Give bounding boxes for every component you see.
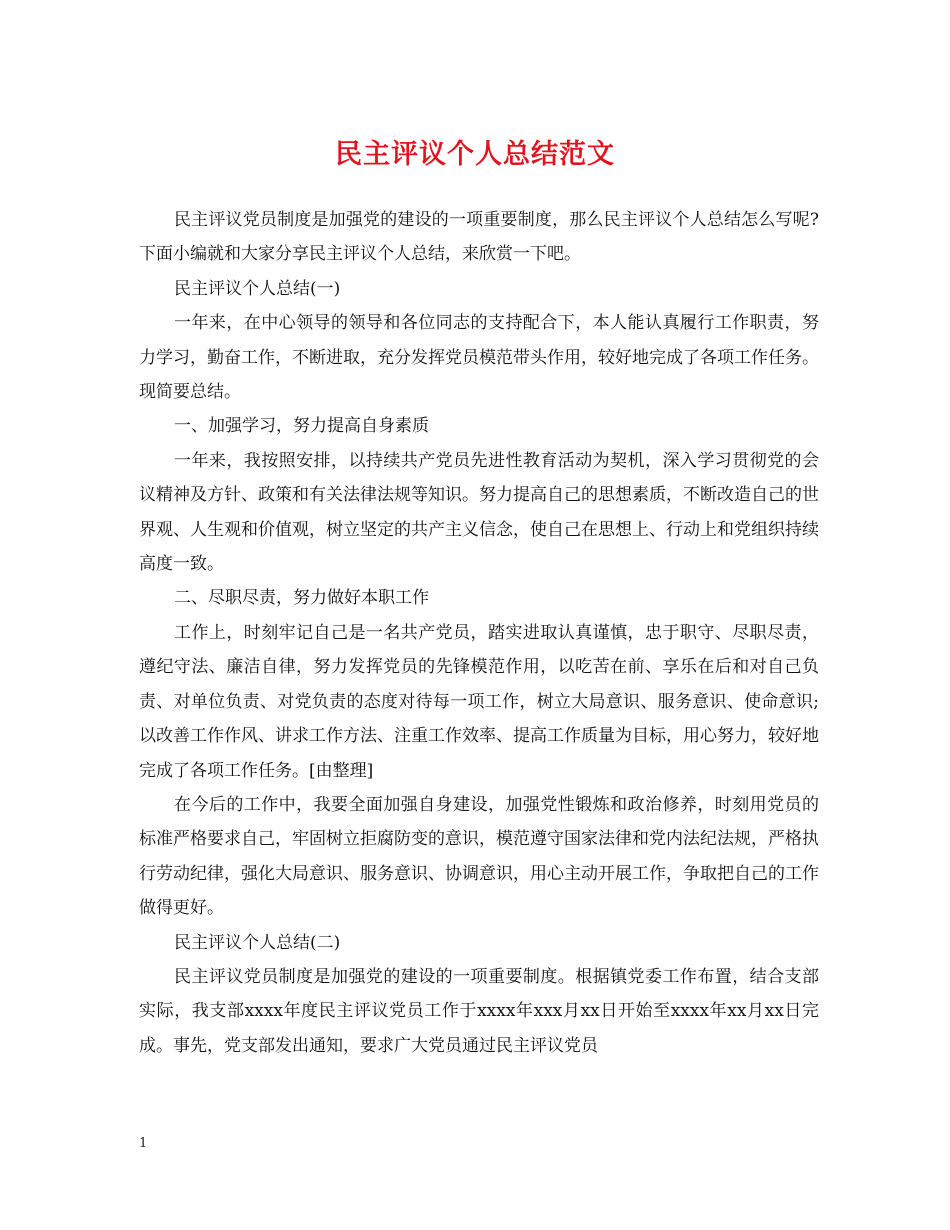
section-heading-summary-1: 民主评议个人总结(一) [174,278,341,299]
paragraph: 在今后的工作中，我要全面加强自身建设，加强党性锻炼和政治修养，时刻用党员的标准严格要求自己，牢固树立拒腐防变的意识，模范遵守国家法律和党内法纪法规，严格执行劳动纪律，强化大局意识、服务意识、协调意识，用心主动开展工作，争取把自己的工作做得更好。 [139,794,819,919]
paragraph: 工作上，时刻牢记自己是一名共产党员，踏实进取认真谨慎，忠于职守、尽职尽责，遵纪守法、廉洁自律，努力发挥党员的先锋模范作用，以吃苦在前、享乐在后和对自己负责、对单位负责、对党负责的态度对待每一项工作，树立大局意识、服务意识、使命意识;以改善工作作风、讲求工作方法、注重工作效率、提高工作质量为目标，用心努力，较好地完成了各项工作任务。[由整理] [139,622,819,781]
section-heading-summary-2: 民主评议个人总结(二) [174,932,341,953]
subheading-duties: 二、尽职尽责，努力做好本职工作 [174,588,429,609]
document-title: 民主评议个人总结范文 [335,139,615,170]
paragraph: 一年来，我按照安排，以持续共产党员先进性教育活动为契机，深入学习贯彻党的会议精神及方针、政策和有关法律法规等知识。努力提高自己的思想素质，不断改造自己的世界观、人生观和价值观，树立坚定的共产主义信念，使自己在思想上、行动上和党组织持续高度一致。 [139,450,819,575]
subheading-study: 一、加强学习，努力提高自身素质 [174,416,429,437]
paragraph: 民主评议党员制度是加强党的建设的一项重要制度。根据镇党委工作布置，结合支部实际，我支部xxxx年度民主评议党员工作于xxxx年xxx月xx日开始至xxxx年xx月xx日完成。事先，党支部发出通知，要求广大党员通过民主评议党员 [139,966,819,1056]
paragraph-intro: 民主评议党员制度是加强党的建设的一项重要制度，那么民主评议个人总结怎么写呢?下面小编就和大家分享民主评议个人总结，来欣赏一下吧。 [139,210,819,265]
document-body [139,203,819,1063]
page-number: 1 [139,1136,148,1151]
paragraph: 一年来，在中心领导的领导和各位同志的支持配合下，本人能认真履行工作职责，努力学习，勤奋工作，不断进取，充分发挥党员模范带头作用，较好地完成了各项工作任务。现简要总结。 [139,313,819,403]
